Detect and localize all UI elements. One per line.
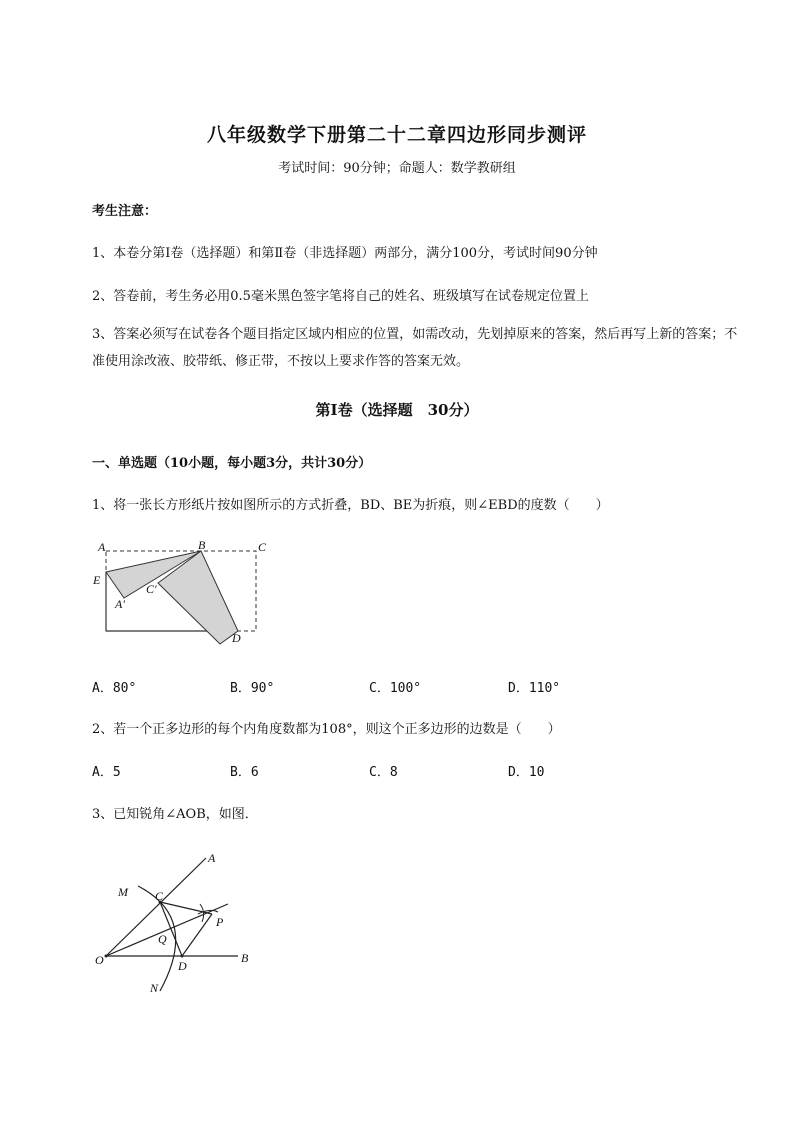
fig1-label-c-prime: C′ (146, 582, 157, 596)
question-2-option-b[interactable]: B．6 (230, 765, 259, 780)
question-1-option-b[interactable]: B．90° (230, 681, 275, 696)
fig1-label-e: E (93, 573, 101, 587)
question-1-option-c[interactable]: C．100° (369, 681, 422, 696)
question-1-option-a[interactable]: A．80° (92, 681, 137, 696)
fig3-label-n: N (150, 981, 159, 995)
fig3-label-b: B (241, 951, 249, 965)
ray-oa (106, 858, 206, 956)
ray-op (106, 904, 228, 956)
point-d (181, 955, 184, 958)
fig1-label-d: D (232, 631, 241, 645)
fig3-label-p: P (216, 915, 224, 929)
notice-item-2: 2、答卷前，考生务必用0.5毫米黑色签字笔将自己的姓名、班级填写在试卷规定位置上 (92, 289, 589, 304)
fig1-label-a-prime: A′ (115, 597, 125, 611)
fig1-label-b: B (198, 538, 206, 552)
notice-item-3: 3、答案必须写在试卷各个题目指定区域内相应的位置，如需改动，先划掉原来的答案，然后再写上新的答案；不准使用涂改液、胶带纸、修正带，不按以上要求作答的答案无效。 (92, 327, 738, 369)
question-3-figure (88, 846, 268, 996)
question-3-stem: 3、已知锐角∠AOB，如图． (92, 807, 258, 822)
section-title: 第I卷（选择题 30分） (315, 401, 479, 419)
fig3-label-o: O (95, 953, 104, 967)
question-2-option-c[interactable]: C．8 (369, 765, 398, 780)
fig1-label-c: C (258, 540, 267, 554)
notice-heading: 考生注意： (92, 204, 158, 219)
fig1-label-a: A (98, 540, 106, 554)
question-1-stem: 1、将一张长方形纸片按如图所示的方式折叠，BD、BE为折痕，则∠EBD的度数（ ） (92, 498, 609, 513)
segment-dp (182, 914, 212, 956)
question-2-option-d[interactable]: D．10 (508, 765, 545, 780)
segment-cd (160, 902, 182, 956)
question-2-option-a[interactable]: A．5 (92, 765, 121, 780)
question-1-option-d[interactable]: D．110° (508, 681, 561, 696)
fig3-label-m: M (118, 885, 128, 899)
exam-info: 考试时间：90分钟；命题人：数学教研组 (278, 161, 516, 176)
fig3-label-q: Q (158, 932, 167, 946)
fig3-label-d: D (178, 959, 187, 973)
part-heading: 一、单选题（10小题，每小题3分，共计30分） (92, 456, 372, 471)
question-2-stem: 2、若一个正多边形的每个内角度数都为108°，则这个正多边形的边数是（ ） (92, 722, 561, 737)
question-1-figure (88, 536, 288, 654)
point-o (105, 955, 108, 958)
fig3-label-c: C (155, 889, 164, 903)
page-title: 八年级数学下册第二十二章四边形同步测评 (206, 124, 587, 146)
notice-item-1: 1、本卷分第I卷（选择题）和第Ⅱ卷（非选择题）两部分，满分100分，考试时间90分钟 (92, 246, 598, 261)
fig3-label-a: A (208, 851, 216, 865)
